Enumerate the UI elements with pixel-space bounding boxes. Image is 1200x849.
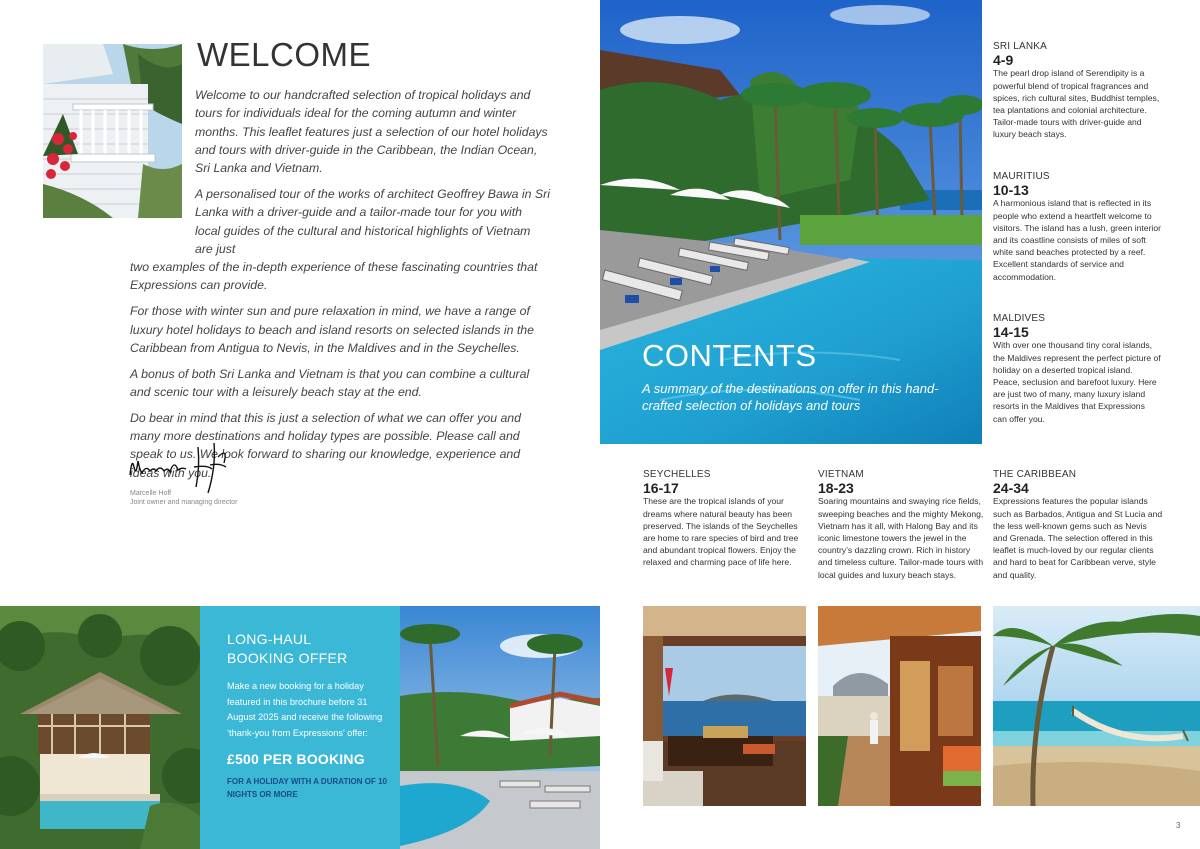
- welcome-paragraph: Welcome to our handcrafted selection of tropical holidays and tours for individuals ideal for the coming autumn and winter months. This leaflet features just a selection of our hotel holidays and tours with driver-guide in the Caribbean, the Indian Ocean, Sri Lanka and Vietnam.: [195, 88, 548, 176]
- destination-seychelles: [643, 469, 806, 569]
- welcome-paragraph: Do bear in mind that this is just a selection of what we can offer you and many more destinations and holiday types are possible. Please call and speak to us. We look forward to sharing our knowledge, experience and ideas with you.: [130, 410, 521, 480]
- destination-description: The pearl drop island of Serendipity is a powerful blend of tropical fragrances and spices, rich cultural sites, Buddhist temples, tea plantations and colonial architecture. Tailor-made tours with driver-guide and luxury beach stays.: [993, 68, 1160, 140]
- contents-subtitle: A summary of the destinations on offer in this hand-crafted selection of holidays and tours: [642, 381, 939, 413]
- destination-pages: 16-17: [643, 480, 679, 497]
- destination-pages: 24-34: [993, 480, 1029, 497]
- destination-name: MAURITIUS: [993, 171, 1050, 182]
- destination-maldives: [993, 313, 1161, 425]
- signatory-role: Joint owner and managing director: [130, 499, 238, 506]
- destination-name: SEYCHELLES: [643, 469, 711, 480]
- destination-name: SRI LANKA: [993, 41, 1048, 52]
- welcome-paragraph: two examples of the in-depth experience of these fascinating countries that Expressions can provide.: [130, 260, 538, 293]
- contents-heading: CONTENTS: [642, 338, 817, 373]
- destination-description: Soaring mountains and swaying rice fields, sweeping beaches and the mighty Mekong, Vietnam has it all, with Halong Bay and its iconic limestone towers the jewel in the country’s dazzling crown. Rich in history and timeless culture. Tailor-made tours with local guides and luxury beach stays.: [818, 496, 984, 580]
- offer-title-line1: LONG-HAUL: [227, 631, 312, 647]
- signatory-name: Marcelle Hoff: [130, 490, 172, 497]
- booking-offer-panel: [200, 606, 400, 849]
- destination-mauritius: [993, 171, 1165, 283]
- destination-caribbean: [993, 469, 1163, 581]
- offer-title: [227, 630, 400, 668]
- offer-amount: £500 PER BOOKING: [227, 751, 365, 767]
- welcome-paragraph: A personalised tour of the works of architect Geoffrey Bawa in Sri Lanka with a driver-guide and a tailor-made tour for you with local guides of the cultural and historical highlights of Vietnam are just: [195, 186, 550, 256]
- destination-name: VIETNAM: [818, 469, 864, 480]
- destination-description: A harmonious island that is reflected in its people who extend a heartfelt welcome to visitors. The island has a lush, green interior and its coastline consists of miles of soft white sand beaches protected by a reef. Excellent standards of service and accommodation.: [993, 198, 1161, 282]
- destination-pages: 18-23: [818, 480, 854, 497]
- destination-pages: 4-9: [993, 52, 1014, 69]
- villa-photo: [0, 606, 200, 849]
- destination-sri-lanka: [993, 41, 1165, 141]
- offer-title-line2: BOOKING OFFER: [227, 650, 348, 666]
- page-number: 3: [1176, 821, 1181, 830]
- vietnam-walkway-photo: [818, 606, 981, 806]
- caribbean-beach-photo: [993, 606, 1200, 806]
- seychelles-lounge-photo: [643, 606, 806, 806]
- welcome-heading: WELCOME: [197, 36, 372, 73]
- destination-name: THE CARIBBEAN: [993, 469, 1077, 480]
- welcome-body: [130, 86, 550, 489]
- destination-pages: 10-13: [993, 182, 1029, 199]
- destination-description: With over one thousand tiny coral islands, the Maldives represent the perfect picture of holiday on a deserted tropical island. Peace, seclusion and barefoot luxury. Here are just two of many, many luxury island resorts in the Maldives that Expressions can offer you.: [993, 340, 1161, 424]
- offer-condition: FOR A HOLIDAY WITH A DURATION OF 10 NIGHTS OR MORE: [227, 777, 388, 799]
- welcome-paragraph: A bonus of both Sri Lanka and Vietnam is that you can combine a cultural and scenic tour with a leisurely beach stay at the end.: [130, 366, 530, 399]
- resort-pool-photo: [400, 606, 600, 849]
- destination-name: MALDIVES: [993, 313, 1046, 324]
- offer-body: Make a new booking for a holiday featured in this brochure before 31 August 2025 and receive the following ‘thank-you from Expressions’ offer:: [227, 681, 383, 738]
- signature-image: [128, 437, 238, 495]
- destination-description: These are the tropical islands of your dreams where natural beauty has been preserved. The islands of the Seychelles are home to rare species of bird and tree and abundant tropical flowers. Enjoy the relaxed and charming pace of life here.: [643, 496, 799, 568]
- destination-description: Expressions features the popular islands such as Barbados, Antigua and St Lucia and the less well-known gems such as Nevis and Grenada. The selection offered in this leaflet is much-loved by our regular clients and hard to beat for Caribbean verve, style and quality.: [993, 496, 1163, 580]
- destination-vietnam: [818, 469, 986, 581]
- contents-hero-photo: [600, 0, 982, 444]
- destination-pages: 14-15: [993, 324, 1029, 341]
- welcome-paragraph: For those with winter sun and pure relaxation in mind, we have a range of luxury hotel holidays to beach and island resorts on selected islands in the Caribbean from Antigua to Nevis, in the Maldives and in the Seychelles.: [130, 304, 534, 355]
